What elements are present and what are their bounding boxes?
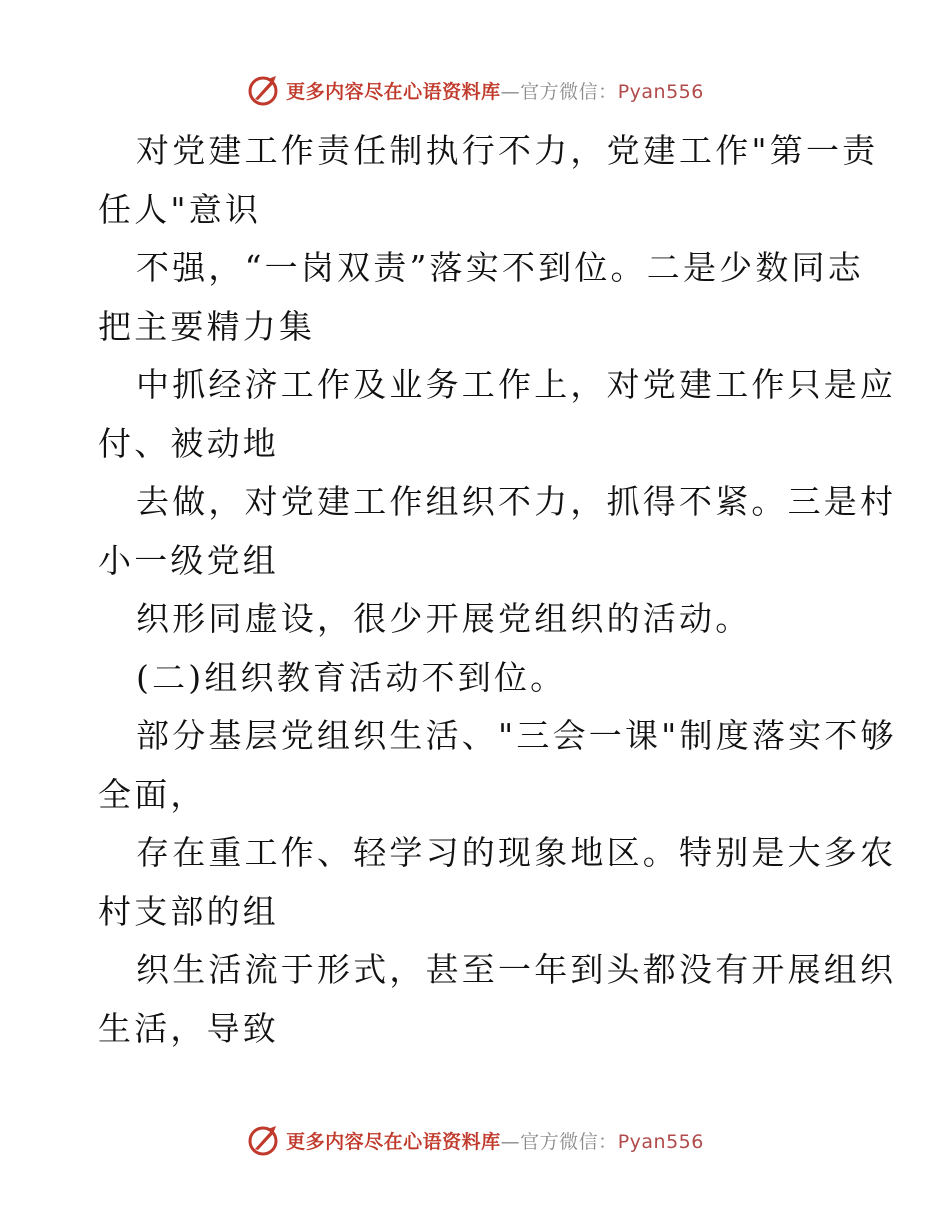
banner-title: 更多内容尽在心语资料库 [286,1130,501,1153]
text-line: 任人"意识 [98,189,262,229]
text-line: 全面， [98,774,207,814]
footer-banner [0,1120,950,1160]
banner-wechat-id: Pyan556 [617,80,704,103]
banner-wechat-label: 官方微信： [520,80,618,103]
text-line: 部分基层党组织生活、"三会一课"制度落实不够 [136,716,897,755]
text-line: 去做，对党建工作组织不力，抓得不紧。三是村 [136,482,897,521]
banner-dash: — [500,1130,521,1153]
text-line: 生活，导致 [98,1008,279,1048]
quill-logo-icon [246,73,280,107]
banner-title: 更多内容尽在心语资料库 [286,80,501,103]
text-line: 对党建工作责任制执行不力，党建工作"第一责 [136,131,879,170]
text-line: 小一级党组 [98,540,279,580]
text-line: 不强，“一岗双责”落实不到位。二是少数同志 [136,248,864,287]
text-line: 存在重工作、轻学习的现象地区。特别是大多农 [136,833,897,872]
banner-wechat-id: Pyan556 [617,1130,704,1153]
text-line: 付、被动地 [98,423,279,463]
quill-logo-icon [246,1123,280,1157]
text-line: 织生活流于形式，甚至一年到头都没有开展组织 [136,950,897,989]
text-line: 中抓经济工作及业务工作上，对党建工作只是应 [136,365,897,404]
banner-dash: — [500,80,521,103]
banner-wechat-label: 官方微信： [520,1130,618,1153]
text-line: 把主要精力集 [98,306,316,346]
header-banner [0,70,950,110]
section-heading: (二)组织教育活动不到位。 [136,657,567,697]
text-line: 村支部的组 [98,891,279,931]
text-line: 织形同虚设，很少开展党组织的活动。 [136,599,752,638]
document-body [98,122,897,1058]
